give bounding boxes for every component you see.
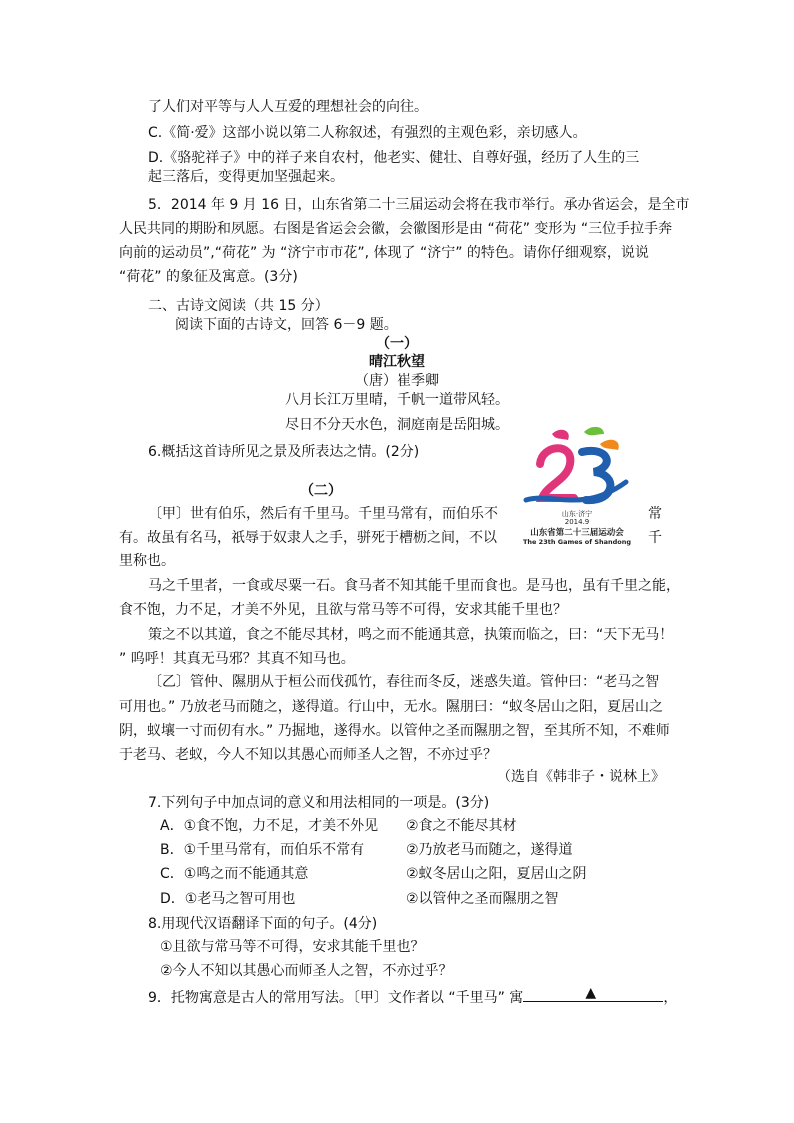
jia-line1-end: 常 <box>648 506 662 522</box>
logo-city: 山东·济宁 <box>561 510 593 518</box>
q5-line3: 向前的运动员”,“荷花” 为 “济宁市市花”, 体现了 “济宁” 的特色。请你仔细观察，说说 <box>119 245 649 261</box>
poem-line1: 八月长江万里晴，千帆一道带风轻。 <box>285 392 509 408</box>
para3-line2: ” 呜呼！其真无马邪？其真不知马也。 <box>119 651 355 667</box>
yi-line2: 可用也。” 乃放老马而随之，遂得道。行山中，无水。隰朋曰：“蚁冬居山之阳，夏居山之 <box>119 699 663 715</box>
l3: D.《骆驼祥子》中的祥子来自农村，他老实、健壮、自尊好强，经历了人生的三 <box>148 150 640 166</box>
q7-option-c2: ②蚁冬居山之阳，夏居山之阴 <box>406 866 587 882</box>
poem-author: （唐）崔季卿 <box>355 373 439 389</box>
poem-title: 晴江秋望 <box>369 354 425 370</box>
yi-line1: 〔乙〕管仲、隰朋从于桓公而伐孤竹，春往而冬反，迷惑失道。管仲曰：“老马之智 <box>148 674 660 690</box>
q7-option-d1: D．①老马之智可用也 <box>160 891 296 907</box>
q7-option-c1: C．①鸣之而不能通其意 <box>160 866 309 882</box>
q8: 8.用现代汉语翻译下面的句子。(4分) <box>148 916 378 932</box>
q9 <box>148 987 677 1008</box>
logo-figure-two-icon <box>540 448 574 498</box>
q7-option-d2: ②以管仲之圣而隰朋之智 <box>406 891 559 907</box>
para3-line1: 策之不以其道，食之不能尽其材，鸣之而不能通其意，执策而临之，曰：“天下无马！ <box>148 627 674 643</box>
q8-sentence1: ①且欲与常马等不可得，安求其能千里也？ <box>160 939 425 955</box>
section2-instruction: 阅读下面的古诗文，回答 6－9 题。 <box>175 317 398 333</box>
q7-option-b1: B．①千里马常有，而伯乐不常有 <box>160 842 365 858</box>
logo-date: 2014.9 <box>564 518 590 526</box>
q5-line2: 人民共同的期盼和夙愿。右图是省运会会徽，会徽图形是由 “荷花” 变形为 “三位手拉手奔 <box>119 221 673 237</box>
para2-line1: 马之千里者，一食或尽粟一石。食马者不知其能千里而食也。是马也，虽有千里之能， <box>148 578 680 594</box>
logo-leaf-pink-icon <box>552 430 569 440</box>
q7-option-a2: ②食之不能尽其材 <box>406 818 517 834</box>
logo-leaf-orange-icon <box>600 440 619 450</box>
jia-line3: 里称也。 <box>119 553 175 569</box>
jia-line1: 〔甲〕世有伯乐，然后有千里马。千里马常有，而伯乐不 <box>148 506 498 522</box>
games-logo <box>512 422 642 548</box>
yi-line3: 阴，蚁壤一寸而仞有水。” 乃掘地，遂得水。以管仲之圣而隰朋之智，至其所不知，不难师 <box>119 723 670 739</box>
q7-option-a1: A．①食不饱，力不足，才美不外见 <box>160 818 379 834</box>
yi-line4: 于老马、老蚁，今人不知以其愚心而师圣人之智，不亦过乎？ <box>119 747 497 763</box>
logo-english: The 23th Games of Shandong <box>522 538 632 546</box>
logo-leaf-green-icon <box>584 427 604 435</box>
section2-heading: 二、古诗文阅读（共 15 分） <box>148 298 329 314</box>
q9-text: 9．托物寓意是古人的常用写法。〔甲〕文作者以 “千里马” 寓 <box>148 990 524 1006</box>
jia-line2: 有。故虽有名马，祇辱于奴隶人之手，骈死于槽枥之间，不以 <box>119 530 497 546</box>
l1: 了人们对平等与人人互爱的理想社会的向往。 <box>148 99 428 115</box>
poem-line2: 尽日不分天水色，洞庭南是岳阳城。 <box>285 417 509 433</box>
source-citation: （选自《韩非子・说林上》 <box>497 769 665 785</box>
l2: C.《简·爱》这部小说以第二人称叙述，有强烈的主观色彩，亲切感人。 <box>148 125 587 141</box>
q5-line4: “荷花” 的象征及寓意。(3分) <box>119 269 298 285</box>
q7-option-b2: ②乃放老马而随之，遂得道 <box>406 842 573 858</box>
q9-comma: ， <box>663 990 678 1006</box>
q7: 7.下列句子中加点词的意义和用法相同的一项是。(3分) <box>148 795 490 811</box>
q5-line1: 5．2014 年 9 月 16 日，山东省第二十三届运动会将在我市举行。承办省运会，是全市 <box>148 197 690 213</box>
l4: 起三落后，变得更加坚强起来。 <box>148 169 344 185</box>
blank-marker-icon: ▲ <box>585 985 597 1001</box>
jia-line2-end: 千 <box>648 530 662 546</box>
part-one-label: （一） <box>376 336 418 352</box>
logo-name: 山东省第二十三届运动会 <box>530 528 624 538</box>
part-two-label: （二） <box>300 483 342 499</box>
para2-line2: 食不饱，力不足，才美不外见，且欲与常马等不可得，安求其能千里也？ <box>119 602 567 618</box>
answer-blank[interactable] <box>523 987 663 1002</box>
q8-sentence2: ②今人不知以其愚心而师圣人之智，不亦过乎？ <box>160 963 453 979</box>
q6: 6.概括这首诗所见之景及所表达之情。(2分) <box>148 444 420 460</box>
